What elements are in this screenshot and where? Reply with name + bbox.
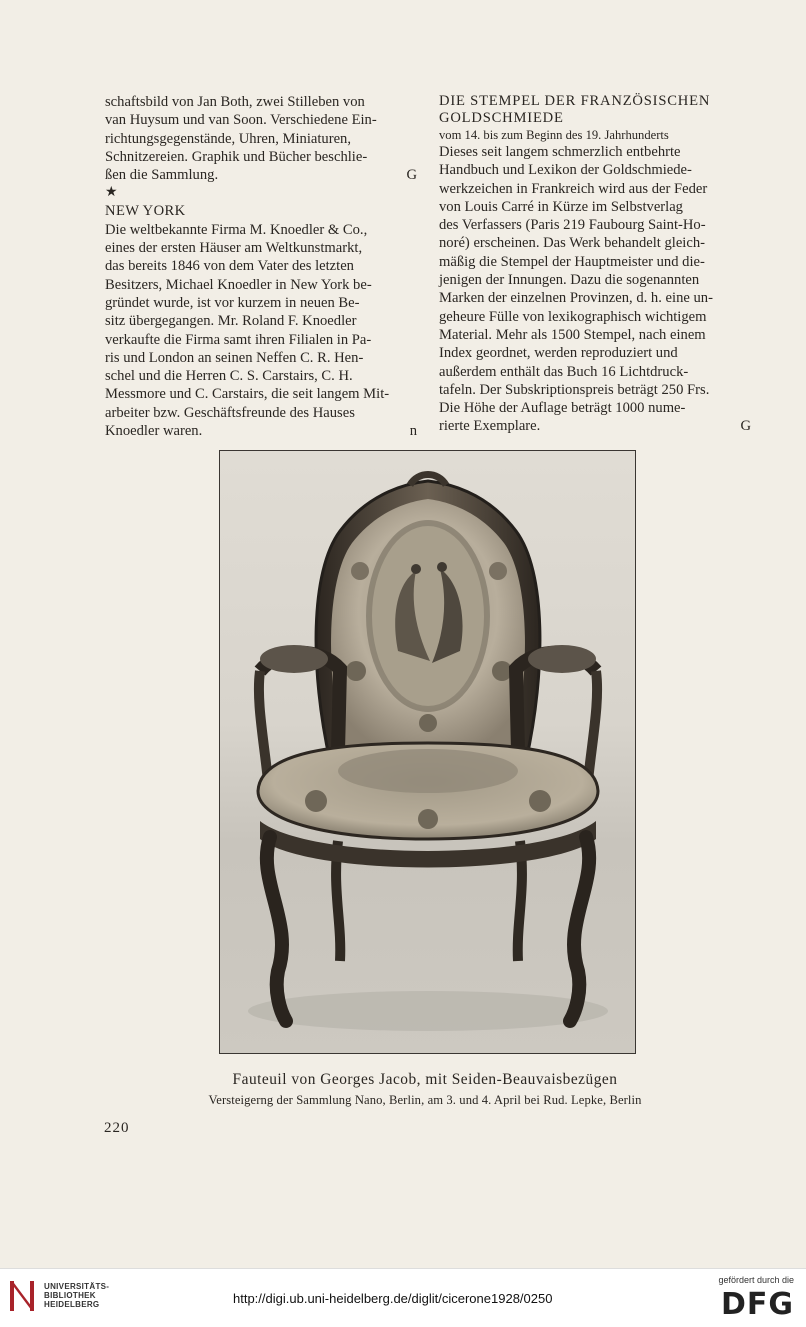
library-name-line: BIBLIOTHEK	[44, 1291, 96, 1300]
text-line: Index geordnet, werden reproduziert und	[439, 345, 678, 362]
armchair-illustration	[220, 451, 635, 1053]
text-line: ßen die Sammlung.	[105, 167, 219, 184]
left-column	[105, 93, 417, 440]
text-line: schaftsbild von Jan Both, zwei Stilleben von	[105, 94, 365, 110]
author-signature: G	[740, 418, 751, 435]
text-line: mäßig die Stempel der Hauptmeister und die-	[439, 253, 705, 270]
text-line: eines der ersten Häuser am Weltkunstmarkt,	[105, 240, 363, 257]
section-heading-stempel: DIE STEMPEL DER FRANZÖSISCHEN	[439, 93, 711, 109]
text-line: Knoedler waren.	[105, 423, 203, 440]
paragraph-last-line	[105, 422, 417, 440]
university-library-name	[44, 1282, 109, 1309]
funding-note: gefördert durch die	[718, 1275, 794, 1285]
university-library-logo-icon	[8, 1277, 38, 1315]
paragraph-stempel	[439, 143, 751, 417]
text-line: Handbuch und Lexikon der Goldschmiede-	[439, 162, 692, 179]
section-heading-goldschmiede: GOLDSCHMIEDE	[439, 110, 564, 126]
text-line: Schnitzereien. Graphik und Bücher beschlie-	[105, 148, 368, 165]
figure-caption: Fauteuil von Georges Jacob, mit Seiden-Beauvaisbezügen	[232, 1071, 618, 1088]
text-line: noré) erscheinen. Das Werk behandelt gleich-	[439, 235, 705, 252]
dfg-logo: DFG	[720, 1287, 794, 1322]
text-line: Messmore und C. Carstairs, die seit langem Mit-	[105, 386, 390, 403]
library-name-line: HEIDELBERG	[44, 1300, 100, 1309]
text-line: tafeln. Der Subskriptionspreis beträgt 250 Frs.	[439, 381, 710, 398]
figure-caption-subline: Versteigerng der Sammlung Nano, Berlin, am 3. und 4. April bei Rud. Lepke, Berlin	[208, 1093, 642, 1107]
text-line: jenigen der Innungen. Dazu die sogenannten	[439, 272, 700, 289]
text-line: werkzeichen in Frankreich wird aus der Feder	[439, 180, 708, 197]
library-name-line: UNIVERSITÄTS-	[44, 1282, 110, 1291]
text-line: das bereits 1846 von dem Vater des letzten	[105, 258, 354, 275]
paragraph-sammlung	[105, 93, 417, 166]
section-separator-star: ★	[105, 185, 118, 201]
armchair-photograph	[219, 450, 636, 1054]
text-line: Material. Mehr als 1500 Stempel, nach einem	[439, 326, 706, 343]
author-signature: G	[406, 167, 417, 184]
text-line: ris und London an seinen Neffen C. R. Hen-	[105, 349, 364, 366]
paragraph-knoedler	[105, 221, 417, 422]
text-line: Dieses seit langem schmerzlich entbehrte	[439, 144, 681, 160]
permalink-url[interactable]: http://digi.ub.uni-heidelberg.de/diglit/cicerone1928/0250	[233, 1291, 553, 1306]
paragraph-last-line	[439, 417, 751, 435]
right-column	[439, 93, 751, 436]
text-line: außerdem enthält das Buch 16 Lichtdruck-	[439, 363, 689, 380]
text-line: arbeiter bzw. Geschäftsfreunde des Hauses	[105, 404, 355, 421]
text-line: gründet wurde, ist vor kurzem in neuen Be-	[105, 294, 360, 311]
text-line: van Huysum und van Soon. Verschiedene Ein-	[105, 112, 377, 129]
author-signature: n	[409, 423, 417, 440]
page-number: 220	[104, 1120, 130, 1136]
text-line: geheure Fülle von lexikographisch wichtigem	[439, 308, 707, 325]
text-line: Marken der einzelnen Provinzen, d. h. eine un-	[439, 290, 713, 307]
text-line: des Verfassers (Paris 219 Faubourg Saint-Ho-	[439, 217, 706, 234]
text-line: sitz übergegangen. Mr. Roland F. Knoedler	[105, 313, 357, 330]
paragraph-last-line	[105, 166, 417, 184]
digitization-footer	[0, 1268, 806, 1327]
section-subheading: vom 14. bis zum Beginn des 19. Jahrhunderts	[439, 128, 669, 142]
text-line: verkaufte die Firma samt ihren Filialen in Pa-	[105, 331, 372, 348]
text-line: schel und die Herren C. S. Carstairs, C. H.	[105, 368, 353, 385]
text-line: Die Höhe der Auflage beträgt 1000 nume-	[439, 400, 686, 417]
text-line: richtungsgegenstände, Uhren, Miniaturen,	[105, 130, 351, 147]
text-line: rierte Exemplare.	[439, 418, 541, 435]
text-line: Die weltbekannte Firma M. Knoedler & Co.,	[105, 221, 368, 238]
text-line: von Louis Carré in Kürze im Selbstverlag	[439, 198, 683, 215]
text-line: Besitzers, Michael Knoedler in New York be-	[105, 276, 372, 293]
section-heading-new-york: NEW YORK	[105, 203, 186, 220]
